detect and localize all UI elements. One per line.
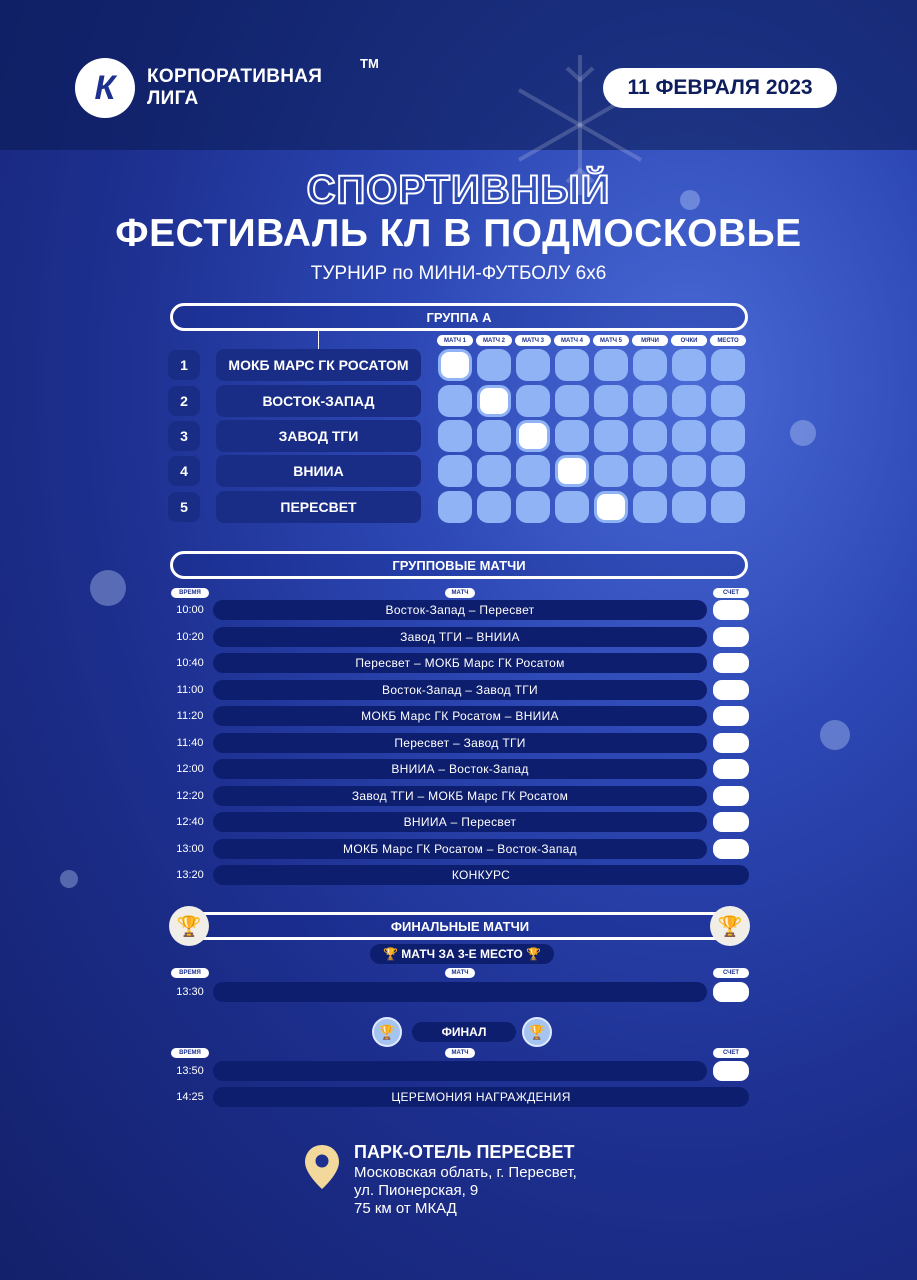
match-name: МОКБ Марс ГК Росатом – Восток-Запад xyxy=(213,839,707,859)
score-header: СЧЕТ xyxy=(713,968,749,978)
league-logo xyxy=(75,56,379,118)
score-field[interactable] xyxy=(713,1061,749,1081)
col-header: МАТЧ 4 xyxy=(554,335,590,346)
result-cell[interactable] xyxy=(477,455,511,487)
col-header: МЕСТО xyxy=(710,335,746,346)
result-cell[interactable] xyxy=(594,455,628,487)
result-cell xyxy=(477,385,511,417)
time-header: ВРЕМЯ xyxy=(171,588,209,598)
score-header: СЧЕТ xyxy=(713,1048,749,1058)
score-field[interactable] xyxy=(713,733,749,753)
match-name: Завод ТГИ – ВНИИА xyxy=(213,627,707,647)
team-name: ПЕРЕСВЕТ xyxy=(216,491,421,523)
logo-line1: КОРПОРАТИВНАЯ xyxy=(147,66,323,87)
result-cell[interactable] xyxy=(555,420,589,452)
contest-label: КОНКУРС xyxy=(213,865,749,885)
logo-text xyxy=(147,66,322,110)
result-cell[interactable] xyxy=(594,420,628,452)
result-cell[interactable] xyxy=(555,491,589,523)
location-pin-icon xyxy=(305,1145,339,1189)
result-cell xyxy=(594,491,628,523)
team-number: 3 xyxy=(168,421,200,451)
match-name: Пересвет – Завод ТГИ xyxy=(213,733,707,753)
match-time: 10:20 xyxy=(176,631,204,643)
match-time: 10:40 xyxy=(176,657,204,669)
score-header: СЧЕТ xyxy=(713,588,749,598)
col-header: ОЧКИ xyxy=(671,335,707,346)
match-time: 11:40 xyxy=(176,737,204,749)
team-number: 1 xyxy=(168,350,200,380)
third-place-time: 13:30 xyxy=(176,986,204,998)
group-a-header: ГРУППА А xyxy=(170,303,748,331)
score-field[interactable] xyxy=(713,600,749,620)
result-cell[interactable] xyxy=(594,385,628,417)
match-time: 12:00 xyxy=(176,763,204,775)
time-header: ВРЕМЯ xyxy=(171,968,209,978)
match-header: МАТЧ xyxy=(445,968,475,978)
result-cell[interactable] xyxy=(555,385,589,417)
event-date: 11 ФЕВРАЛЯ 2023 xyxy=(603,68,837,108)
result-cell[interactable] xyxy=(711,349,745,381)
result-cell[interactable] xyxy=(438,455,472,487)
col-header: МЯЧИ xyxy=(632,335,668,346)
match-name: Завод ТГИ – МОКБ Марс ГК Росатом xyxy=(213,786,707,806)
col-header: МАТЧ 3 xyxy=(515,335,551,346)
match-name: Пересвет – МОКБ Марс ГК Росатом xyxy=(213,653,707,673)
score-field[interactable] xyxy=(713,759,749,779)
match-name: ВНИИА – Пересвет xyxy=(213,812,707,832)
third-place-title: 🏆 МАТЧ ЗА 3-Е МЕСТО 🏆 xyxy=(370,944,554,964)
result-cell[interactable] xyxy=(711,385,745,417)
finals-header: ФИНАЛЬНЫЕ МАТЧИ xyxy=(190,912,730,940)
match-time: 10:00 xyxy=(176,604,204,616)
match-time: 12:20 xyxy=(176,790,204,802)
result-cell[interactable] xyxy=(633,385,667,417)
col-header: МАТЧ 1 xyxy=(437,335,473,346)
score-field[interactable] xyxy=(713,839,749,859)
venue-address-line: ул. Пионерская, 9 xyxy=(354,1182,479,1199)
score-field[interactable] xyxy=(713,812,749,832)
final-time: 13:50 xyxy=(176,1065,204,1077)
title-festival: ФЕСТИВАЛЬ КЛ В ПОДМОСКОВЬЕ xyxy=(115,212,802,255)
result-cell[interactable] xyxy=(672,420,706,452)
match-header: МАТЧ xyxy=(445,1048,475,1058)
final-match xyxy=(213,1061,707,1081)
score-field[interactable] xyxy=(713,786,749,806)
result-cell[interactable] xyxy=(672,385,706,417)
score-field[interactable] xyxy=(713,706,749,726)
snow-bokeh xyxy=(820,720,850,750)
match-header: МАТЧ xyxy=(445,588,475,598)
result-cell[interactable] xyxy=(711,420,745,452)
result-cell[interactable] xyxy=(711,455,745,487)
team-number: 5 xyxy=(168,492,200,522)
result-cell[interactable] xyxy=(438,491,472,523)
col-header: МАТЧ 5 xyxy=(593,335,629,346)
snow-bokeh xyxy=(790,420,816,446)
gold-trophy-icon: 🏆 xyxy=(710,906,750,946)
silver-trophy-icon: 🏆 xyxy=(522,1017,552,1047)
score-field[interactable] xyxy=(713,653,749,673)
contest-time: 13:20 xyxy=(176,869,204,881)
match-name: МОКБ Марс ГК Росатом – ВНИИА xyxy=(213,706,707,726)
score-field[interactable] xyxy=(713,680,749,700)
score-field[interactable] xyxy=(713,982,749,1002)
result-cell xyxy=(438,349,472,381)
time-header: ВРЕМЯ xyxy=(171,1048,209,1058)
result-cell[interactable] xyxy=(477,420,511,452)
title-tournament: ТУРНИР по МИНИ-ФУТБОЛУ 6х6 xyxy=(310,263,607,284)
title-sport: СПОРТИВНЫЙ xyxy=(306,168,611,212)
logo-k-icon: К xyxy=(75,58,135,118)
result-cell[interactable] xyxy=(594,349,628,381)
ceremony-time: 14:25 xyxy=(176,1091,204,1103)
result-cell[interactable] xyxy=(477,349,511,381)
result-cell[interactable] xyxy=(438,385,472,417)
col-header: МАТЧ 2 xyxy=(476,335,512,346)
snow-bokeh xyxy=(90,570,126,606)
gold-trophy-icon: 🏆 xyxy=(169,906,209,946)
team-name: ВНИИА xyxy=(216,455,421,487)
result-cell[interactable] xyxy=(633,455,667,487)
trademark-mark: TM xyxy=(360,56,379,71)
silver-trophy-icon: 🏆 xyxy=(372,1017,402,1047)
team-name: ВОСТОК-ЗАПАД xyxy=(216,385,421,417)
result-cell[interactable] xyxy=(672,349,706,381)
result-cell[interactable] xyxy=(477,491,511,523)
result-cell[interactable] xyxy=(672,491,706,523)
result-cell[interactable] xyxy=(633,349,667,381)
team-name: МОКБ МАРС ГК РОСАТОМ xyxy=(216,349,421,381)
result-cell[interactable] xyxy=(633,491,667,523)
result-cell xyxy=(555,455,589,487)
result-cell[interactable] xyxy=(516,385,550,417)
venue-name: ПАРК-ОТЕЛЬ ПЕРЕСВЕТ xyxy=(354,1142,575,1162)
result-cell[interactable] xyxy=(711,491,745,523)
venue-distance: 75 км от МКАД xyxy=(354,1200,457,1217)
third-place-match xyxy=(213,982,707,1002)
final-title: ФИНАЛ xyxy=(412,1022,516,1042)
team-name: ЗАВОД ТГИ xyxy=(216,420,421,452)
result-cell[interactable] xyxy=(555,349,589,381)
logo-line2: ЛИГА xyxy=(147,88,199,109)
result-cell[interactable] xyxy=(516,491,550,523)
divider xyxy=(318,330,319,350)
ceremony-label: ЦЕРЕМОНИЯ НАГРАЖДЕНИЯ xyxy=(213,1087,749,1107)
match-time: 13:00 xyxy=(176,843,204,855)
venue-address-line: Московская облать, г. Пересвет, xyxy=(354,1164,577,1181)
group-matches-header: ГРУППОВЫЕ МАТЧИ xyxy=(170,551,748,579)
result-cell xyxy=(516,420,550,452)
match-time: 11:20 xyxy=(176,710,204,722)
team-number: 2 xyxy=(168,386,200,416)
team-number: 4 xyxy=(168,456,200,486)
match-name: Восток-Запад – Пересвет xyxy=(213,600,707,620)
match-name: Восток-Запад – Завод ТГИ xyxy=(213,680,707,700)
result-cell[interactable] xyxy=(438,420,472,452)
result-cell[interactable] xyxy=(516,349,550,381)
match-time: 11:00 xyxy=(176,684,204,696)
score-field[interactable] xyxy=(713,627,749,647)
match-time: 12:40 xyxy=(176,816,204,828)
result-cell[interactable] xyxy=(672,455,706,487)
result-cell[interactable] xyxy=(516,455,550,487)
result-cell[interactable] xyxy=(633,420,667,452)
match-name: ВНИИА – Восток-Запад xyxy=(213,759,707,779)
snow-bokeh xyxy=(60,870,78,888)
